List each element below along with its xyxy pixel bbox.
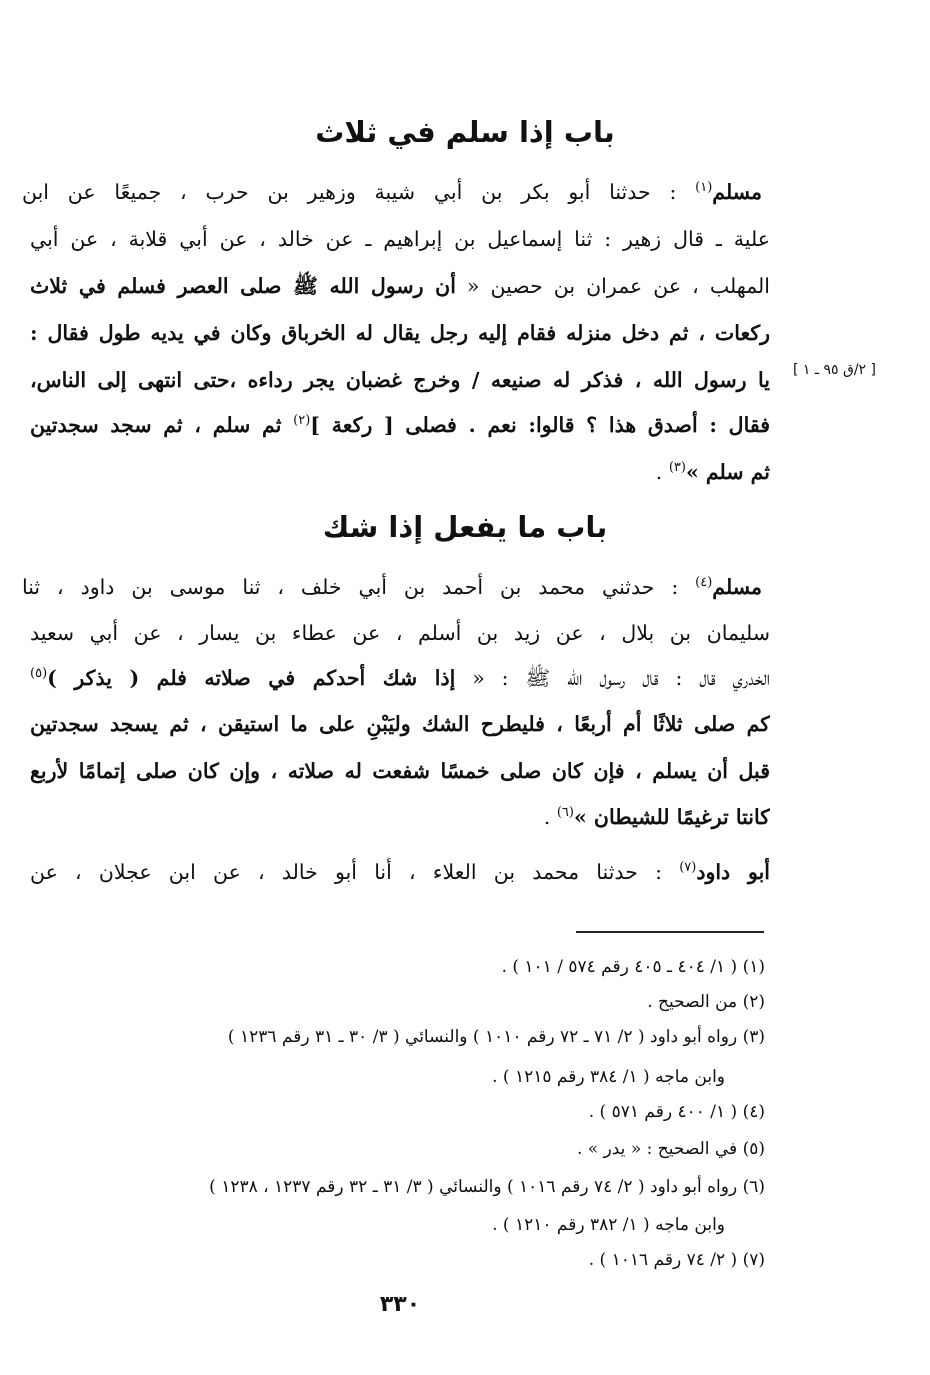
- body-line: [30, 658, 770, 698]
- footnote-marker: (٣): [668, 460, 686, 476]
- body-line: [22, 567, 762, 607]
- hadith-text: ركعات ، ثم دخل منزله فقام إليه رجل يقال له الخرباق وكان في يديه طول فقال :: [30, 321, 770, 345]
- footnote-marker: (١): [695, 180, 713, 196]
- body-line: [22, 172, 762, 212]
- footnote: (٥) في الصحيح : « يدر » .: [576, 1139, 765, 1159]
- body-line: [30, 266, 770, 306]
- footnote-marker: (٧): [679, 860, 697, 876]
- body-text: علية ـ قال زهير : ثنا إسماعيل بن إبراهيم ـ عن خالد ، عن أبي قلابة ، عن أبي: [30, 227, 770, 251]
- body-line: [30, 313, 770, 353]
- body-text: الخدري قال : قال رسول الله ﷺ : «: [455, 666, 770, 690]
- body-line: [30, 852, 770, 892]
- section-heading-1: باب إذا سلم في ثلاث: [315, 115, 615, 149]
- body-line: [30, 704, 770, 744]
- body-line: [30, 751, 770, 791]
- footnote: (٢) من الصحيح .: [647, 992, 765, 1012]
- body-text: المهلب ، عن عمران بن حصين «: [455, 274, 770, 298]
- hadith-text: ثم سلم »: [685, 460, 770, 484]
- footnote-marker: (٥): [30, 666, 48, 682]
- footnote-separator: [576, 931, 764, 933]
- body-text: : حدثني محمد بن أحمد بن أبي خلف ، ثنا موسى بن داود ، ثنا: [22, 575, 696, 599]
- body-text: : حدثنا أبو بكر بن أبي شيبة وزهير بن حرب ، جميعًا عن ابن: [22, 180, 696, 204]
- footnote-marker: (٢): [293, 413, 311, 429]
- manuscript-margin-reference: [ ٢/ق ٩٥ ـ ١ ]: [793, 362, 876, 378]
- hadith-text: فقال : أصدق هذا ؟ قالوا: نعم . فصلى [ ركعة ]: [310, 413, 770, 437]
- hadith-text: إذا شك أحدكم في صلاته فلم ( يذكر ): [47, 666, 456, 690]
- hadith-text: قبل أن يسلم ، فإن كان صلى خمسًا شفعت له صلاته ، وإن كان صلى إتمامًا لأربع: [30, 759, 770, 783]
- body-text: سليمان بن بلال ، عن زيد بن أسلم ، عن عطاء بن يسار ، عن أبي سعيد: [30, 621, 770, 645]
- hadith-text: أن رسول الله ﷺ صلى العصر فسلم في ثلاث: [30, 274, 456, 298]
- section-heading-2: باب ما يفعل إذا شك: [322, 510, 608, 544]
- footnote: (٣) رواه أبو داود ( ٢/ ٧١ ـ ٧٢ رقم ١٠١٠ ) والنسائي ( ٣/ ٣٠ ـ ٣١ رقم ١٢٣٦ ): [227, 1027, 765, 1047]
- body-text: .: [655, 460, 669, 484]
- body-line: [30, 452, 770, 492]
- footnote: (٧) ( ٢/ ٧٤ رقم ١٠١٦ ) .: [588, 1250, 765, 1270]
- footnote-continuation: وابن ماجه ( ١/ ٣٨٤ رقم ١٢١٥ ) .: [492, 1067, 725, 1087]
- narrator-lead: مسلم: [712, 180, 762, 204]
- hadith-text: كم صلى ثلاثًا أم أربعًا ، فليطرح الشك وليَبْنِ على ما استيقن ، ثم يسجد سجدتين: [30, 712, 770, 736]
- footnote: (٦) رواه أبو داود ( ٢/ ٧٤ رقم ١٠١٦ ) والنسائي ( ٣/ ٣١ ـ ٣٢ رقم ١٢٣٧ ، ١٢٣٨ ): [209, 1177, 765, 1197]
- footnote: (١) ( ١/ ٤٠٤ ـ ٤٠٥ رقم ٥٧٤ / ١٠١ ) .: [501, 957, 765, 977]
- narrator-lead: أبو داود: [696, 860, 770, 884]
- body-line: [30, 219, 770, 259]
- body-line: [30, 405, 770, 445]
- body-line: [30, 797, 770, 837]
- footnote: (٤) ( ١/ ٤٠٠ رقم ٥٧١ ) .: [588, 1102, 765, 1122]
- footnote-marker: (٦): [556, 805, 574, 821]
- footnote-continuation: وابن ماجه ( ١/ ٣٨٢ رقم ١٢١٠ ) .: [492, 1215, 725, 1235]
- narrator-lead: مسلم: [712, 575, 762, 599]
- body-text: .: [543, 805, 557, 829]
- body-text: : حدثنا محمد بن العلاء ، أنا أبو خالد ، عن ابن عجلان ، عن: [30, 860, 680, 884]
- footnote-marker: (٤): [695, 575, 713, 591]
- body-line: [30, 613, 770, 653]
- body-line: [30, 360, 770, 400]
- page-number: ٣٣٠: [379, 1292, 421, 1317]
- hadith-text: كانتا ترغيمًا للشيطان »: [573, 805, 770, 829]
- hadith-text: ثم سلم ، ثم سجد سجدتين: [30, 413, 294, 437]
- hadith-text: يا رسول الله ، فذكر له صنيعه / وخرج غضبان يجر رداءه ،حتى انتهى إلى الناس،: [30, 368, 770, 392]
